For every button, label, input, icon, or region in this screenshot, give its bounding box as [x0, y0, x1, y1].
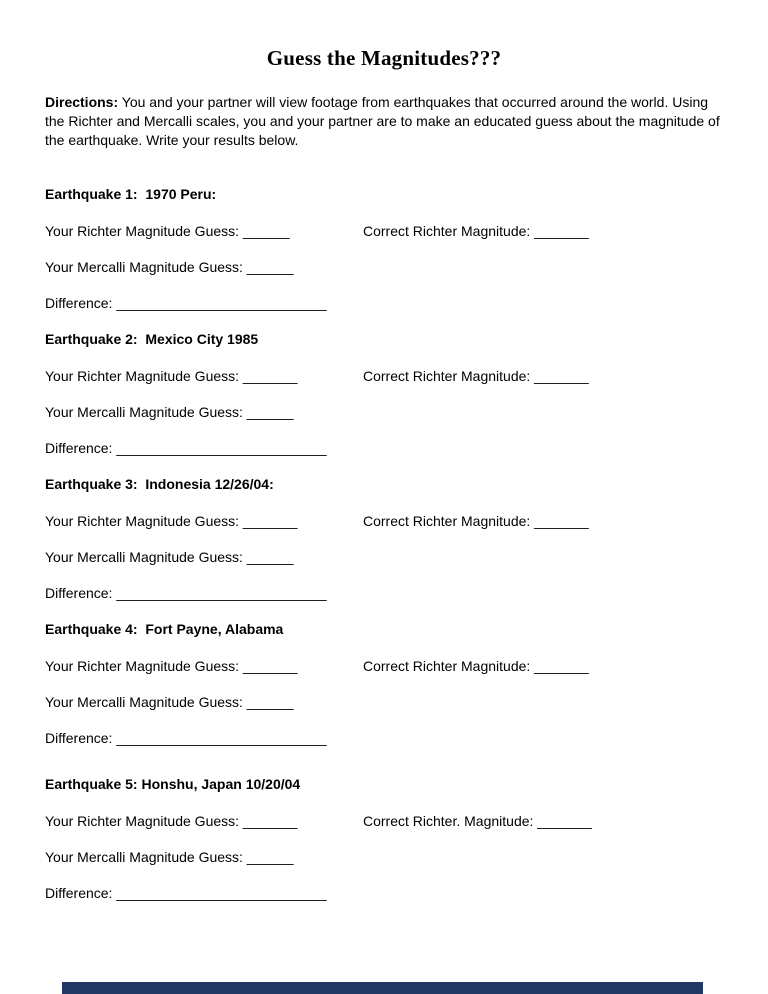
difference-label: Difference: ___________________________ — [45, 585, 327, 601]
mercalli-guess-label: Your Mercalli Magnitude Guess: ______ — [45, 259, 294, 275]
mercalli-guess-label: Your Mercalli Magnitude Guess: ______ — [45, 404, 294, 420]
directions-paragraph — [45, 93, 723, 150]
richter-row — [45, 368, 723, 384]
correct-richter-label: Correct Richter. Magnitude: _______ — [363, 813, 592, 829]
mercalli-row — [45, 259, 723, 275]
mercalli-row — [45, 404, 723, 420]
difference-label: Difference: ___________________________ — [45, 440, 327, 456]
difference-row — [45, 440, 723, 456]
richter-guess-label: Your Richter Magnitude Guess: _______ — [45, 658, 298, 674]
earthquake-section-3 — [45, 476, 723, 601]
earthquake-5-heading: Earthquake 5: Honshu, Japan 10/20/04 — [45, 776, 301, 792]
correct-richter-label: Correct Richter Magnitude: _______ — [363, 223, 589, 239]
earthquake-section-5 — [45, 776, 723, 901]
mercalli-guess-label: Your Mercalli Magnitude Guess: ______ — [45, 549, 294, 565]
difference-label: Difference: ___________________________ — [45, 885, 327, 901]
richter-guess-label: Your Richter Magnitude Guess: ______ — [45, 223, 290, 239]
difference-row — [45, 885, 723, 901]
difference-label: Difference: ___________________________ — [45, 295, 327, 311]
page-title: Guess the Magnitudes??? — [266, 46, 502, 70]
difference-row — [45, 585, 723, 601]
directions-label: Directions: — [45, 94, 119, 110]
correct-richter-label: Correct Richter Magnitude: _______ — [363, 368, 589, 384]
correct-richter-label: Correct Richter Magnitude: _______ — [363, 658, 589, 674]
richter-row — [45, 658, 723, 674]
mercalli-row — [45, 849, 723, 865]
richter-row — [45, 223, 723, 239]
earthquake-section-1 — [45, 186, 723, 311]
richter-guess-label: Your Richter Magnitude Guess: _______ — [45, 368, 298, 384]
difference-label: Difference: ___________________________ — [45, 730, 327, 746]
earthquake-section-2 — [45, 331, 723, 456]
richter-row — [45, 513, 723, 529]
richter-guess-label: Your Richter Magnitude Guess: _______ — [45, 513, 298, 529]
earthquake-4-heading: Earthquake 4: Fort Payne, Alabama — [45, 621, 284, 637]
earthquake-section-4 — [45, 621, 723, 746]
earthquake-2-heading: Earthquake 2: Mexico City 1985 — [45, 331, 259, 347]
earthquake-3-heading: Earthquake 3: Indonesia 12/26/04: — [45, 476, 274, 492]
footer-accent-bar — [62, 982, 703, 994]
richter-row — [45, 813, 723, 829]
mercalli-row — [45, 549, 723, 565]
correct-richter-label: Correct Richter Magnitude: _______ — [363, 513, 589, 529]
earthquake-1-heading: Earthquake 1: 1970 Peru: — [45, 186, 217, 202]
richter-guess-label: Your Richter Magnitude Guess: _______ — [45, 813, 298, 829]
directions-text: You and your partner will view footage from earthquakes that occurred around the world. Using the Richter and Mercalli scales, you and your partner are to make an educated guess about the magnitude of the earthquake. Write your results below. — [45, 94, 720, 148]
mercalli-guess-label: Your Mercalli Magnitude Guess: ______ — [45, 849, 294, 865]
mercalli-guess-label: Your Mercalli Magnitude Guess: ______ — [45, 694, 294, 710]
difference-row — [45, 730, 723, 746]
mercalli-row — [45, 694, 723, 710]
difference-row — [45, 295, 723, 311]
